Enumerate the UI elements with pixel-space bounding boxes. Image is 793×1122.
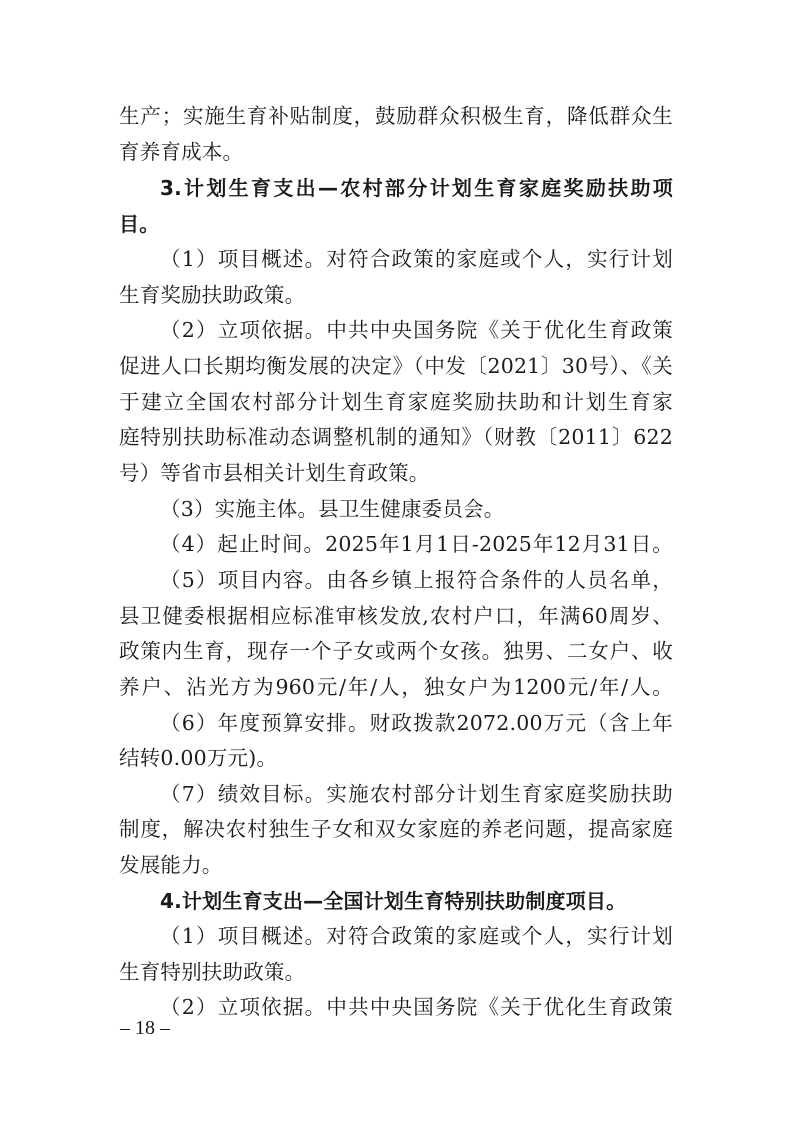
text-line: 庭特别扶助标准动态调整机制的通知》（财教〔2011〕622 <box>119 425 673 449</box>
text-line: 育养育成本。 <box>119 140 244 164</box>
text-line: （1）项目概述。对符合政策的家庭或个人，实行计划 <box>160 924 673 948</box>
text-line: （5）项目内容。由各乡镇上报符合条件的人员名单， <box>160 568 673 592</box>
text-line: （4）起止时间。2025年1月1日-2025年12月31日。 <box>160 532 673 556</box>
text-line: 县卫健委根据相应标准审核发放,农村户口，年满60周岁、 <box>119 604 673 628</box>
text-line: （2）立项依据。中共中央国务院《关于优化生育政策 <box>160 995 673 1019</box>
text-line: 生育特别扶助政策。 <box>119 960 306 984</box>
text-line: （7）绩效目标。实施农村部分计划生育家庭奖励扶助 <box>160 782 673 806</box>
section-heading: 3.计划生育支出—农村部分计划生育家庭奖励扶助项 <box>160 176 673 200</box>
text-line: 发展能力。 <box>119 853 223 877</box>
text-line: 生育奖励扶助政策。 <box>119 283 306 307</box>
text-line: （6）年度预算安排。财政拨款2072.00万元（含上年 <box>160 711 673 735</box>
text-line: 结转0.00万元)。 <box>119 746 278 770</box>
text-line: 政策内生育，现存一个子女或两个女孩。独男、二女户、收 <box>119 639 673 663</box>
text-line: （1）项目概述。对符合政策的家庭或个人，实行计划 <box>160 247 673 271</box>
text-line: （3）实施主体。县卫生健康委员会。 <box>160 497 505 521</box>
page-number: – 18 – <box>120 1017 170 1039</box>
section-heading-continued: 目。 <box>119 212 160 236</box>
section-heading: 4.计划生育支出—全国计划生育特别扶助制度项目。 <box>160 889 627 913</box>
text-line: 生产；实施生育补贴制度，鼓励群众积极生育，降低群众生 <box>119 104 673 128</box>
text-line: 养户、沾光方为960元/年/人，独女户为1200元/年/人。 <box>119 675 673 699</box>
text-line: 于建立全国农村部分计划生育家庭奖励扶助和计划生育家 <box>119 390 673 414</box>
text-line: 促进人口长期均衡发展的决定》（中发〔2021〕30号）、《关 <box>119 354 673 378</box>
text-line: （2）立项依据。中共中央国务院《关于优化生育政策 <box>160 318 673 342</box>
text-line: 号）等省市县相关计划生育政策。 <box>119 461 430 485</box>
text-line: 制度，解决农村独生子女和双女家庭的养老问题，提高家庭 <box>119 817 673 841</box>
